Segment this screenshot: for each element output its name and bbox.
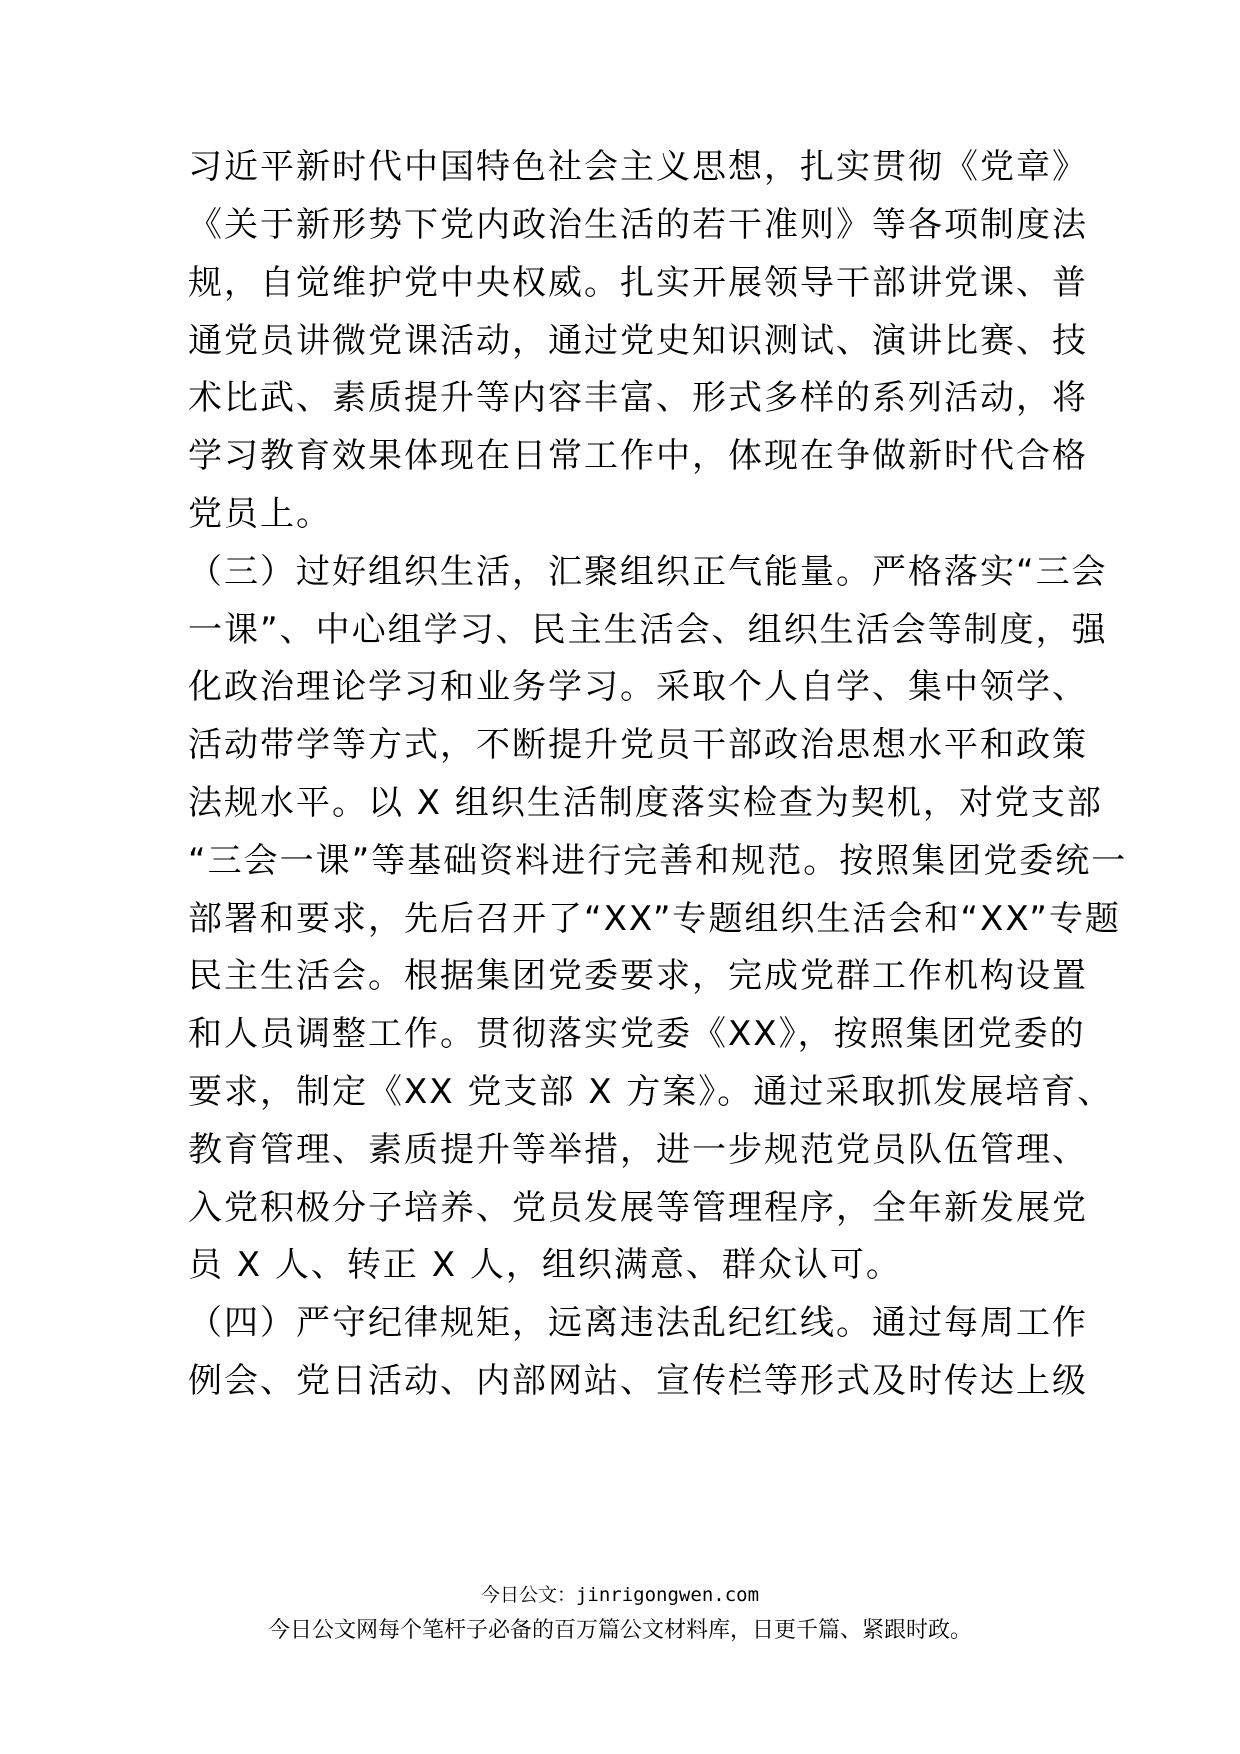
text-line: 和人员调整工作。贯彻落实党委《XX》，按照集团党委的 [188, 1014, 1086, 1054]
text-line: 法规水平。以 X 组织生活制度落实检查为契机，对党支部 [188, 783, 1103, 823]
text-line: 员 X 人、转正 X 人，组织满意、群众认可。 [188, 1245, 902, 1285]
text-line: 例会、党日活动、内部网站、宣传栏等形式及时传达上级 [188, 1361, 1088, 1401]
text-line: 学习教育效果体现在日常工作中，体现在争做新时代合格 [188, 436, 1088, 476]
text-line: “三会一课”等基础资料进行完善和规范。按照集团党委统一 [188, 841, 1128, 881]
text-line: 术比武、素质提升等内容丰富、形式多样的系列活动，将 [188, 378, 1088, 418]
text-line: 部署和要求，先后召开了“XX”专题组织生活会和“XX”专题 [188, 899, 1121, 939]
text-line: 教育管理、素质提升等举措，进一步规范党员队伍管理、 [188, 1130, 1088, 1170]
section-heading-line: （三）过好组织生活，汇聚组织正气能量。严格落实“三会 [188, 552, 1108, 592]
text-line: 习近平新时代中国特色社会主义思想，扎实贯彻《党章》 [188, 147, 1088, 187]
text-line: 要求，制定《XX 党支部 X 方案》。通过采取抓发展培育、 [188, 1072, 1114, 1112]
section-heading-line: （四）严守纪律规矩，远离违法乱纪红线。通过每周工作 [188, 1303, 1088, 1343]
footer-site-url[interactable]: jinrigongwen.com [575, 1584, 760, 1606]
text-line: 化政治理论学习和业务学习。采取个人自学、集中领学、 [188, 667, 1088, 707]
text-line: 活动带学等方式，不断提升党员干部政治思想水平和政策 [188, 725, 1088, 765]
text-line: 通党员讲微党课活动，通过党史知识测试、演讲比赛、技 [188, 321, 1088, 361]
text-line: 党员上。 [188, 494, 332, 534]
text-line: 《关于新形势下党内政治生活的若干准则》等各项制度法 [188, 205, 1088, 245]
text-line: 一课”、中心组学习、民主生活会、组织生活会等制度，强 [188, 610, 1108, 650]
footer-tagline: 今日公文网每个笔杆子必备的百万篇公文材料库，日更千篇、紧跟时政。 [267, 1618, 972, 1643]
text-line: 民主生活会。根据集团党委要求，完成党群工作机构设置 [188, 956, 1088, 996]
footer-site-label: 今日公文： [480, 1584, 576, 1606]
footer-site-line [0, 1582, 1240, 1608]
text-line: 规，自觉维护党中央权威。扎实开展领导干部讲党课、普 [188, 263, 1088, 303]
text-line: 入党积极分子培养、党员发展等管理程序，全年新发展党 [188, 1188, 1088, 1228]
